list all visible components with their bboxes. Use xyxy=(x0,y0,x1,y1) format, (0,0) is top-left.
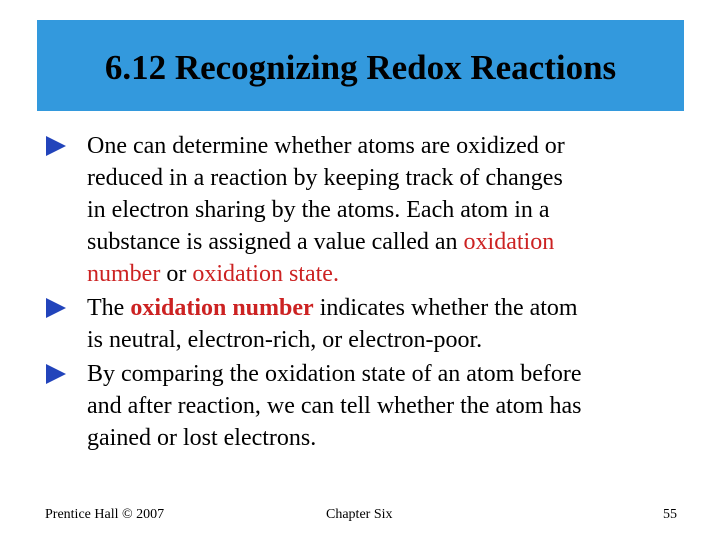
bullet-line: By comparing the oxidation state of an atom before xyxy=(87,361,582,387)
bullet-line: substance is assigned a value called an oxidation xyxy=(87,229,555,255)
bullet-arrow-icon xyxy=(45,135,67,157)
bullet-line: One can determine whether atoms are oxidized or xyxy=(87,133,565,159)
slide-title: 6.12 Recognizing Redox Reactions xyxy=(104,48,617,87)
term-oxidation-state: oxidation state xyxy=(192,261,333,287)
bullet-item xyxy=(45,292,685,356)
bullet-line: in electron sharing by the atoms. Each atom in a xyxy=(87,197,550,223)
footer-page-number: 55 xyxy=(663,507,677,522)
footer-copyright: Prentice Hall © 2007 xyxy=(45,507,165,522)
term-number: number xyxy=(87,261,161,287)
bullet-line: gained or lost electrons. xyxy=(87,425,317,451)
term-oxidation: oxidation xyxy=(463,229,555,255)
bullet-item xyxy=(45,358,685,454)
bullet-line: is neutral, electron-rich, or electron-poor. xyxy=(87,327,483,353)
term-oxidation-number: oxidation number xyxy=(130,295,314,321)
bullet-arrow-icon xyxy=(45,297,67,319)
bullet-line: reduced in a reaction by keeping track of changes xyxy=(87,165,563,191)
slide-content xyxy=(45,130,685,456)
bullet-line: number or oxidation state. xyxy=(87,261,339,287)
bullet-line: and after reaction, we can tell whether the atom has xyxy=(87,393,582,419)
bullet-arrow-icon xyxy=(45,363,67,385)
bullet-line: The oxidation number indicates whether the atom xyxy=(87,295,578,321)
footer-chapter: Chapter Six xyxy=(326,507,393,522)
bullet-item xyxy=(45,130,685,290)
title-bar xyxy=(37,20,684,111)
